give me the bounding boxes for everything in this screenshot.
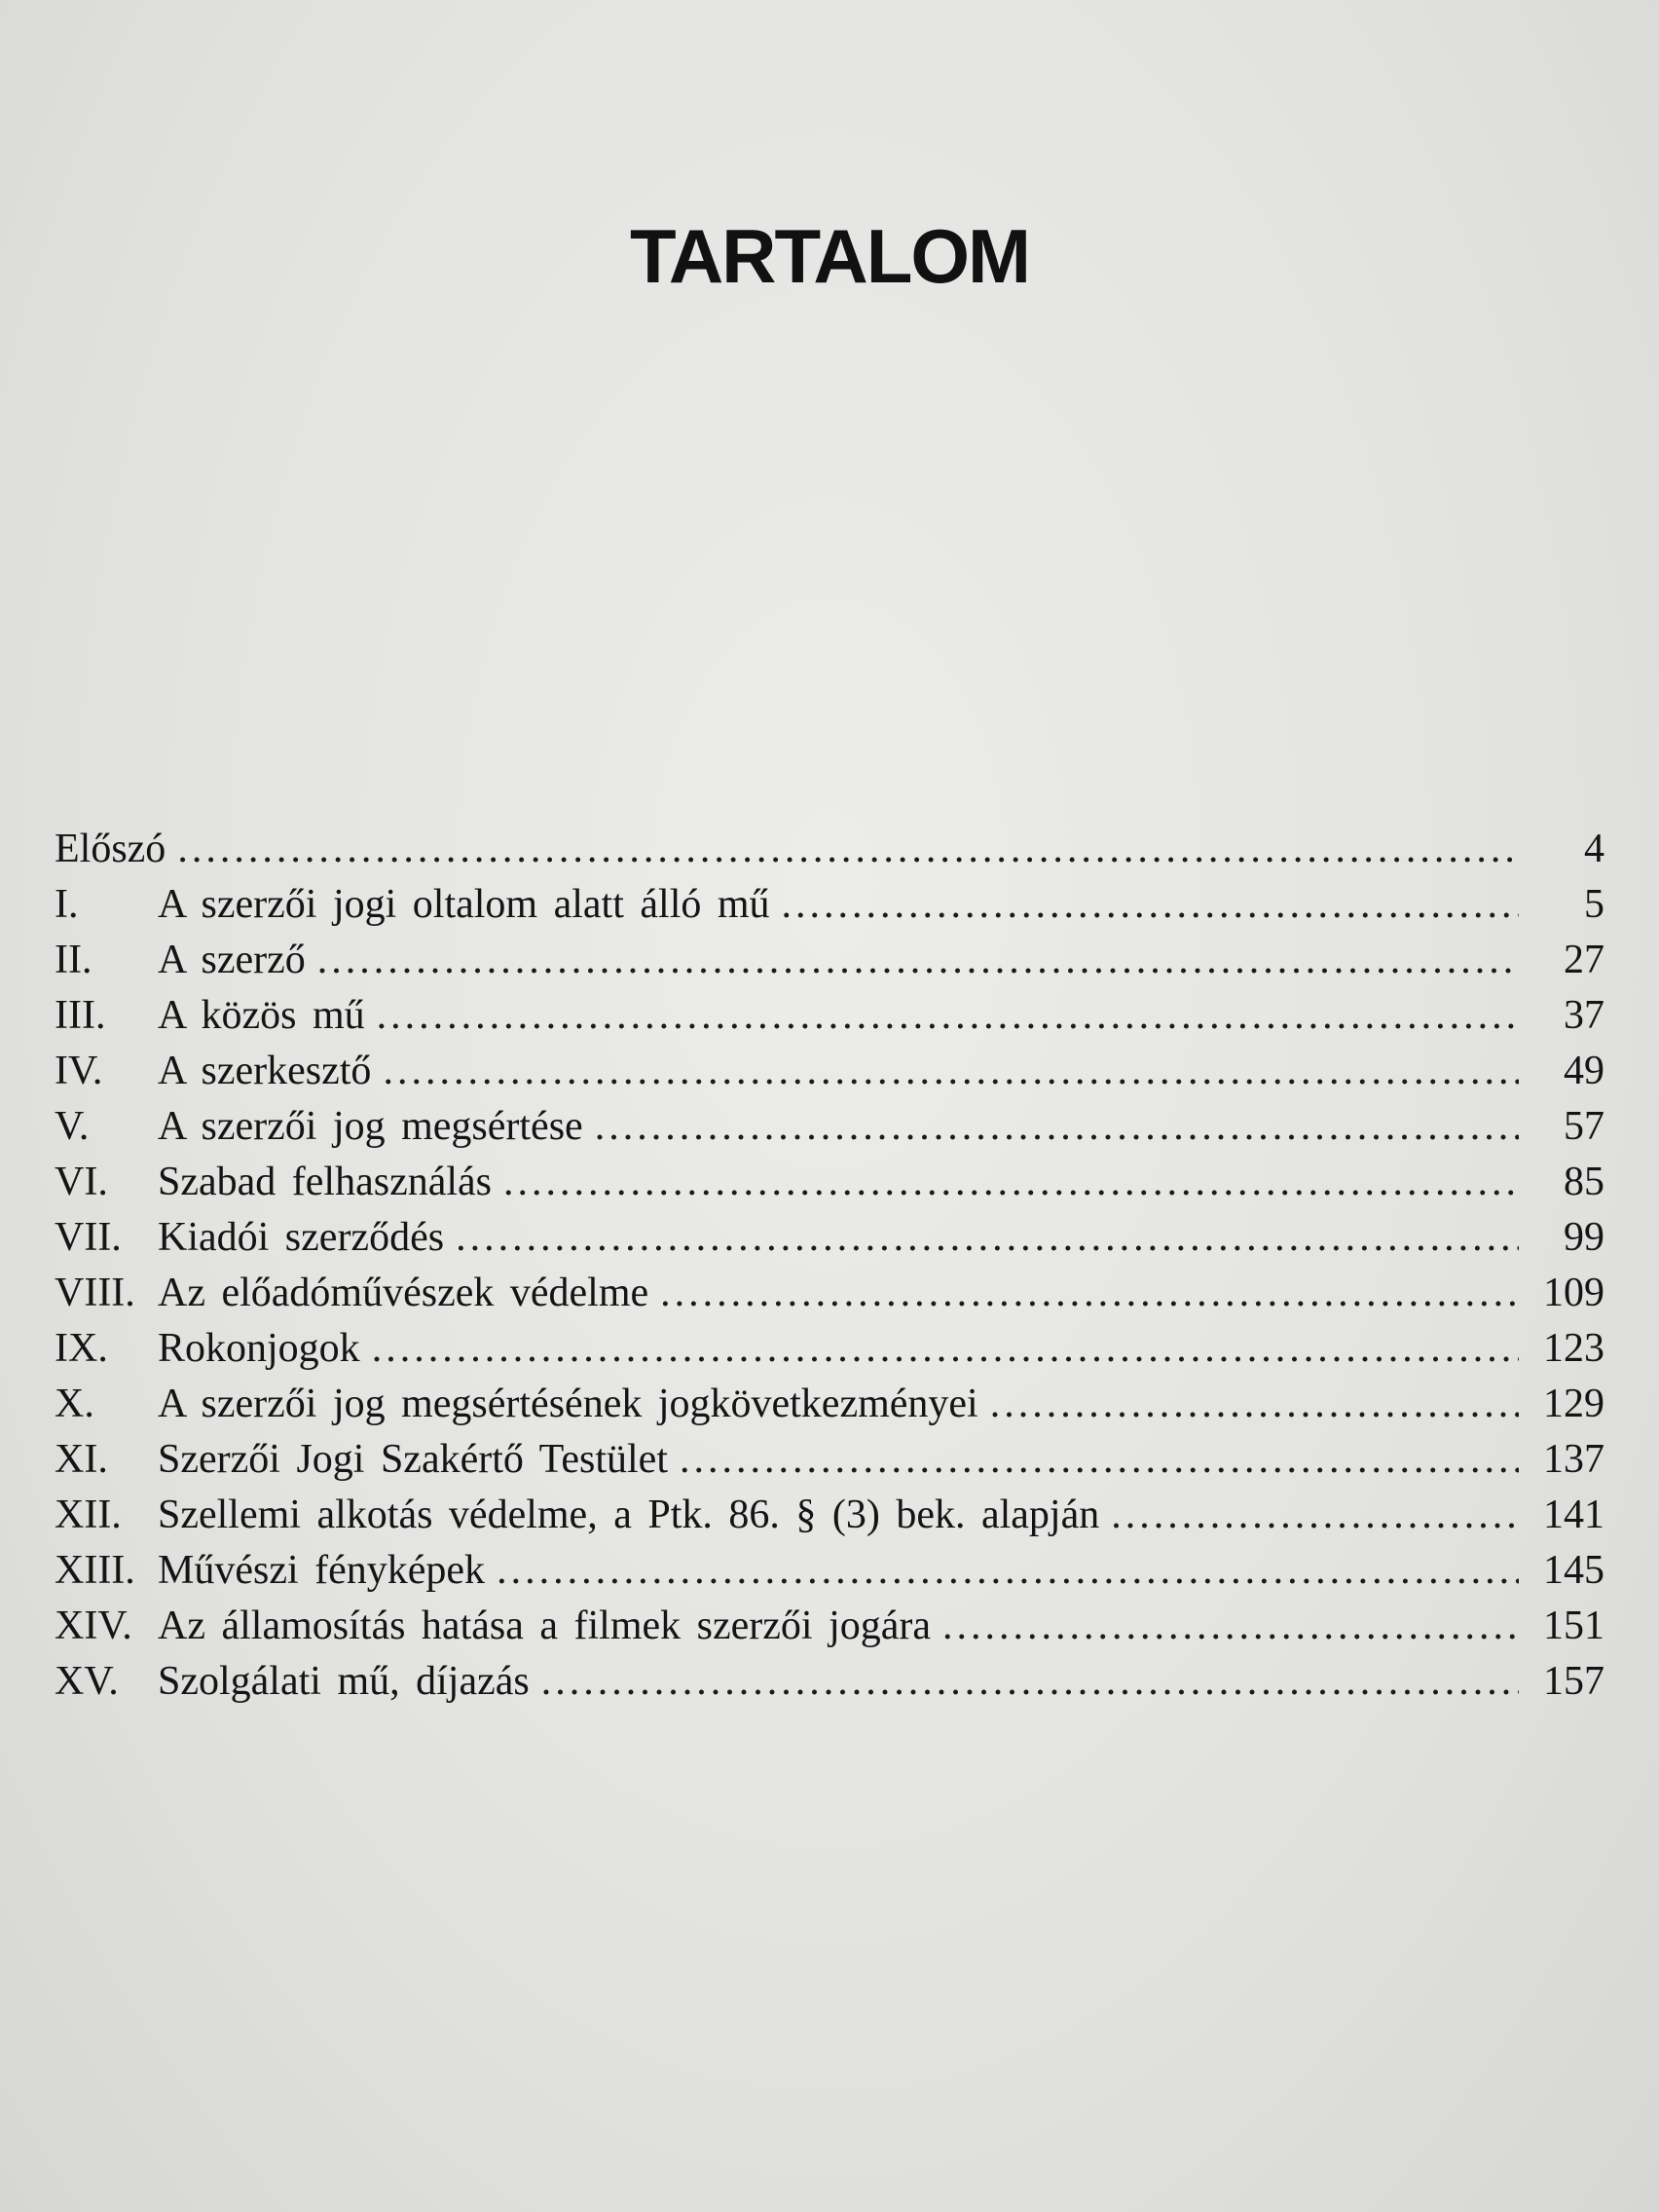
toc-entry-number: XII.	[55, 1493, 122, 1537]
toc-entry-page: 141	[1543, 1493, 1604, 1537]
toc-entry-page: 99	[1564, 1215, 1604, 1260]
toc-entry-2	[55, 937, 1604, 992]
toc-entry-title: Művészi fényképek	[158, 1548, 486, 1593]
toc-entry-5	[55, 1103, 1604, 1159]
dot-leader	[942, 1603, 1519, 1649]
toc-entry-title: A közös mű	[158, 993, 365, 1038]
toc-entry-number: V.	[55, 1104, 90, 1149]
toc-entry-page: 85	[1564, 1160, 1604, 1204]
dot-leader	[503, 1159, 1519, 1205]
toc-entry-number: VIII.	[55, 1271, 135, 1315]
toc-entry-title: A szerző	[158, 938, 306, 982]
dot-leader	[660, 1270, 1519, 1316]
dot-leader	[317, 937, 1519, 983]
toc-entry-number: XIII.	[55, 1548, 135, 1593]
toc-entry-14	[55, 1603, 1604, 1658]
toc-entry-title: A szerzői jogi oltalom alatt álló mű	[158, 882, 770, 927]
toc-entry-page: 151	[1543, 1604, 1604, 1648]
toc-entry-12	[55, 1492, 1604, 1547]
toc-entry-3	[55, 992, 1604, 1048]
toc-entry-10	[55, 1381, 1604, 1436]
toc-entry-page: 145	[1543, 1548, 1604, 1593]
toc-entry-number: IX.	[55, 1326, 108, 1371]
toc-entry-page: 4	[1584, 827, 1604, 871]
toc-entry-title: A szerzői jog megsértésének jogkövetkezményei	[158, 1382, 978, 1426]
table-of-contents	[55, 826, 1604, 1714]
toc-entry-page: 5	[1584, 882, 1604, 927]
toc-entry-15	[55, 1658, 1604, 1714]
toc-entry-foreword	[55, 826, 1604, 881]
toc-entry-number: II.	[55, 938, 92, 982]
toc-entry-11	[55, 1436, 1604, 1492]
toc-entry-page: 123	[1543, 1326, 1604, 1371]
toc-entry-6	[55, 1159, 1604, 1214]
toc-entry-page: 27	[1564, 938, 1604, 982]
toc-entry-number: X.	[55, 1382, 94, 1426]
toc-entry-page: 37	[1564, 993, 1604, 1038]
toc-entry-9	[55, 1325, 1604, 1381]
toc-entry-8	[55, 1270, 1604, 1325]
toc-entry-number: IV.	[55, 1049, 103, 1093]
toc-entry-title: Kiadói szerződés	[158, 1215, 445, 1260]
dot-leader	[497, 1547, 1519, 1594]
dot-leader	[782, 881, 1519, 928]
toc-entry-number: XV.	[55, 1659, 119, 1704]
toc-entry-title: Az államosítás hatása a filmek szerzői jogára	[158, 1604, 932, 1648]
toc-entry-title: Rokonjogok	[158, 1326, 360, 1371]
toc-entry-7	[55, 1214, 1604, 1270]
toc-entry-title: A szerzői jog megsértése	[158, 1104, 583, 1149]
toc-entry-page: 129	[1543, 1382, 1604, 1426]
dot-leader	[177, 826, 1519, 872]
toc-entry-page: 137	[1543, 1437, 1604, 1482]
dot-leader	[680, 1436, 1519, 1483]
toc-entry-number: I.	[55, 882, 79, 927]
toc-entry-title: Szolgálati mű, díjazás	[158, 1659, 530, 1704]
toc-entry-page: 109	[1543, 1271, 1604, 1315]
dot-leader	[1111, 1492, 1519, 1538]
toc-entry-page: 49	[1564, 1049, 1604, 1093]
dot-leader	[990, 1381, 1519, 1427]
dot-leader	[377, 992, 1519, 1039]
dot-leader	[541, 1658, 1519, 1705]
toc-entry-1	[55, 881, 1604, 937]
toc-entry-page: 157	[1543, 1659, 1604, 1704]
dot-leader	[595, 1103, 1519, 1150]
dot-leader	[456, 1214, 1519, 1261]
toc-entry-title: Szabad felhasználás	[158, 1160, 493, 1204]
toc-entry-number: III.	[55, 993, 106, 1038]
toc-entry-number: XIV.	[55, 1604, 132, 1648]
toc-entry-title: Az előadóművészek védelme	[158, 1271, 649, 1315]
toc-entry-13	[55, 1547, 1604, 1603]
toc-entry-4	[55, 1048, 1604, 1103]
dot-leader	[383, 1048, 1519, 1094]
page-title: TARTALOM	[630, 213, 1029, 299]
toc-entry-number: VI.	[55, 1160, 108, 1204]
dot-leader	[372, 1325, 1519, 1372]
toc-entry-number: XI.	[55, 1437, 108, 1482]
toc-entry-title: A szerkesztő	[158, 1049, 372, 1093]
toc-entry-number: VII.	[55, 1215, 122, 1260]
toc-entry-title: Szellemi alkotás védelme, a Ptk. 86. § (3) bek. alapján	[158, 1493, 1100, 1537]
toc-entry-title: Szerzői Jogi Szakértő Testület	[158, 1437, 668, 1482]
toc-entry-page: 57	[1564, 1104, 1604, 1149]
toc-entry-title: Előszó	[55, 827, 166, 871]
